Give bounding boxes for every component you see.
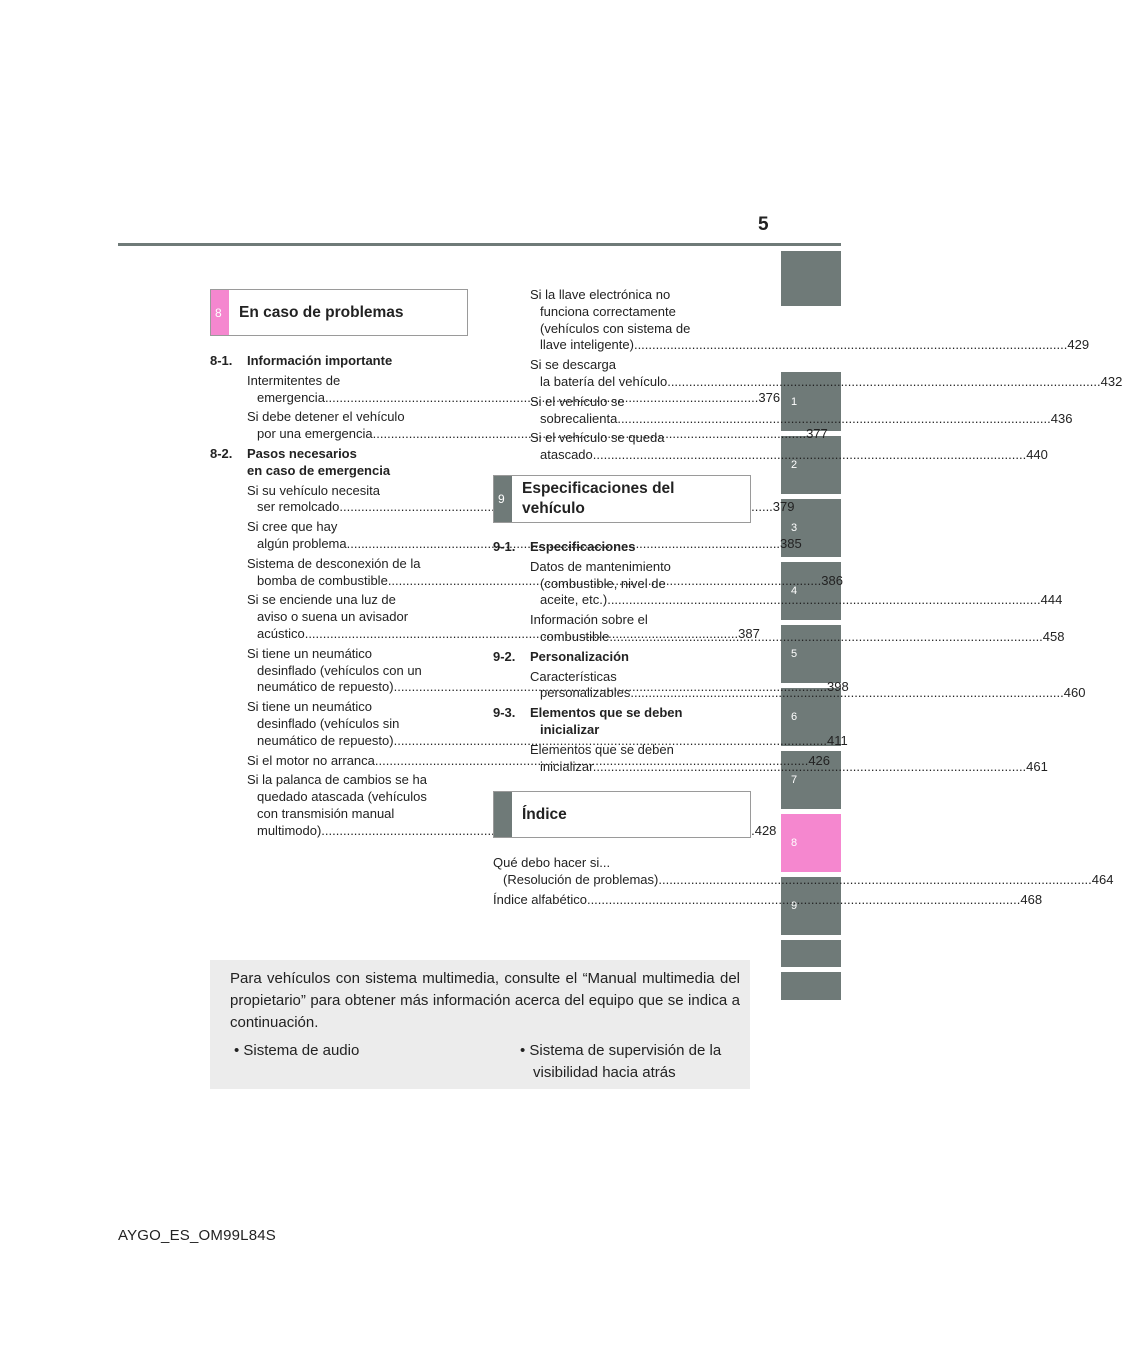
entry-line: Elementos que se deben	[530, 741, 674, 757]
tab-6-label: 6	[791, 711, 798, 723]
subsection-title: en caso de emergencia	[247, 462, 391, 478]
entry-line: multimodo)	[257, 822, 322, 838]
tab-8-label: 8	[791, 837, 798, 849]
toc-entry[interactable]	[493, 287, 1090, 354]
section-8-header	[210, 289, 468, 336]
entry-line: Características	[530, 668, 617, 684]
note-bullet-camera	[520, 1040, 740, 1084]
page-ref: 444	[1040, 592, 1063, 608]
header-rule	[118, 243, 841, 246]
subsection-number: 9-2.	[493, 648, 516, 664]
subsection-title: Especificaciones	[530, 539, 636, 554]
toc-entry[interactable]	[493, 357, 1122, 391]
subsection-number: 8-2.	[210, 445, 233, 461]
tab-2[interactable]	[781, 436, 841, 494]
right-column-bottom	[493, 855, 1114, 911]
entry-line: quedado atascada (vehículos	[257, 789, 427, 805]
page-ref: 386	[821, 572, 843, 588]
entry-line: Si tiene un neumático	[247, 645, 373, 661]
section-9-title	[522, 479, 675, 519]
page-ref: 429	[1067, 337, 1090, 353]
subsection-title: Pasos necesarios	[247, 445, 357, 461]
entry-line: Si el vehículo se	[530, 393, 625, 409]
entry-line: llave inteligente)	[540, 337, 634, 353]
entry-line: aviso o suena un avisador	[257, 609, 409, 625]
tab-7-label: 7	[791, 774, 798, 786]
entry-line: Si la llave electrónica no	[530, 287, 671, 302]
entry-line: algún problema	[257, 535, 347, 551]
section-9-title-line: Especificaciones del	[522, 480, 675, 497]
entry-line: emergencia	[257, 389, 325, 405]
page-ref: 464	[1091, 871, 1114, 887]
subsection-number: 8-1.	[210, 353, 233, 368]
index-header	[493, 791, 751, 838]
tab-1-label: 1	[791, 395, 798, 408]
subsection-9-3	[493, 705, 741, 739]
entry-line: Si tiene un neumático	[247, 699, 373, 715]
note-text: Para vehículos con sistema multimedia, consulte el “Manual multimedia del propietario” para obtener más información acerca del equipo que se indica a continuación.	[230, 970, 740, 1031]
entry-line: ser remolcado	[257, 499, 340, 515]
entry-line: acústico	[257, 625, 305, 641]
entry-line: (Resolución de problemas)	[503, 871, 659, 887]
page-ref: 468	[1020, 891, 1043, 907]
tab-9-label: 9	[791, 900, 798, 912]
tab-blank-top[interactable]	[781, 251, 841, 306]
entry-line: Qué debo hacer si...	[493, 855, 611, 870]
subsection-title: Información importante	[247, 353, 393, 368]
entry-line: neumático de repuesto)	[257, 732, 394, 748]
page-ref: 385	[780, 535, 802, 551]
entry-line: Sistema de desconexión de la	[247, 555, 421, 571]
note-bullet-line: • Sistema de supervisión de la	[520, 1042, 722, 1059]
page-ref: 460	[1063, 685, 1086, 701]
subsection-title: Elementos que se deben	[530, 705, 683, 721]
entry-line: Intermitentes de	[247, 372, 341, 388]
tab-4[interactable]	[781, 562, 841, 620]
page-ref: 426	[808, 752, 831, 768]
footer-code: AYGO_ES_OM99L84S	[118, 1227, 277, 1244]
entry-line: (vehículos con sistema de	[540, 320, 691, 336]
entry-line: desinflado (vehículos sin	[257, 715, 400, 731]
multimedia-note	[210, 960, 750, 1089]
page-ref: 440	[1026, 447, 1048, 463]
page-ref: 387	[738, 625, 760, 641]
entry-line: Si su vehículo necesita	[247, 482, 380, 498]
page-ref: 377	[806, 426, 828, 442]
tab-4-label: 4	[791, 585, 798, 597]
page-ref: 376	[758, 389, 781, 405]
section-8-number-tab	[211, 290, 229, 335]
index-title: Índice	[522, 805, 567, 823]
subsection-title: inicializar	[540, 721, 600, 737]
subsection-9-2	[493, 649, 741, 666]
entry-line: la batería del vehículo	[540, 373, 668, 389]
tab-3-label: 3	[791, 522, 798, 534]
toc-entry[interactable]	[493, 855, 1114, 889]
entry-line: Si se descarga	[530, 357, 616, 373]
page-number: 5	[758, 214, 769, 235]
entry-line: Si el motor no arranca	[247, 752, 375, 768]
subsection-8-2	[210, 446, 458, 480]
entry-line: (combustible, nivel de	[540, 575, 666, 591]
note-bullet-audio: • Sistema de audio	[234, 1042, 360, 1059]
entry-line: Información sobre el	[530, 612, 648, 628]
page-ref: 428	[754, 822, 777, 838]
tab-blank-a[interactable]	[781, 940, 841, 967]
entry-line: aceite, etc.)	[540, 592, 608, 608]
entry-line: Si cree que hay	[247, 519, 338, 535]
section-9-title-line: vehículo	[522, 500, 585, 517]
entry-line: Si debe detener el vehículo	[247, 409, 405, 425]
section-8-title: En caso de problemas	[239, 303, 404, 321]
subsection-8-1	[210, 353, 458, 370]
toc-entry[interactable]	[493, 891, 1043, 909]
page-ref: 458	[1042, 628, 1065, 644]
tab-blank-b[interactable]	[781, 972, 841, 1000]
subsection-title: Personalización	[530, 648, 629, 664]
tab-5-label: 5	[791, 648, 798, 660]
page-ref: 436	[1050, 410, 1073, 426]
page-ref: 411	[827, 732, 848, 748]
page-ref: 461	[1026, 758, 1048, 774]
page-ref: 432	[1100, 373, 1122, 389]
entry-line: neumático de repuesto)	[257, 679, 394, 695]
entry-line: inicializar	[540, 758, 593, 774]
entry-line: combustible	[540, 628, 610, 644]
section-9-number: 9	[498, 492, 505, 506]
section-8-number: 8	[215, 305, 222, 320]
subsection-9-1	[493, 539, 741, 556]
entry-line: Datos de mantenimiento	[530, 558, 671, 574]
entry-line: funciona correctamente	[540, 303, 676, 319]
entry-line: Si el vehículo se queda	[530, 430, 665, 446]
entry-line: personalizables	[540, 685, 631, 701]
subsection-number: 9-3.	[493, 705, 516, 721]
page-ref: 379	[772, 499, 795, 515]
note-bullet-line: visibilidad hacia atrás	[533, 1064, 676, 1081]
entry-line: Si la palanca de cambios se ha	[247, 772, 427, 788]
section-9-header	[493, 475, 751, 523]
entry-line: bomba de combustible	[257, 572, 388, 588]
tab-2-label: 2	[791, 459, 798, 471]
entry-line: atascado	[540, 447, 593, 463]
subsection-number: 9-1.	[493, 539, 516, 554]
entry-line: con transmisión manual	[257, 805, 395, 821]
index-tab	[494, 792, 512, 837]
tab-8[interactable]	[781, 814, 841, 872]
page-ref: 398	[827, 679, 849, 695]
entry-line: por una emergencia	[257, 426, 373, 442]
section-9-number-tab	[494, 476, 512, 522]
entry-line: Si se enciende una luz de	[247, 592, 396, 608]
entry-line: sobrecalienta	[540, 410, 618, 426]
entry-line: Índice alfabético	[493, 891, 587, 907]
entry-line: desinflado (vehículos con un	[257, 662, 422, 678]
